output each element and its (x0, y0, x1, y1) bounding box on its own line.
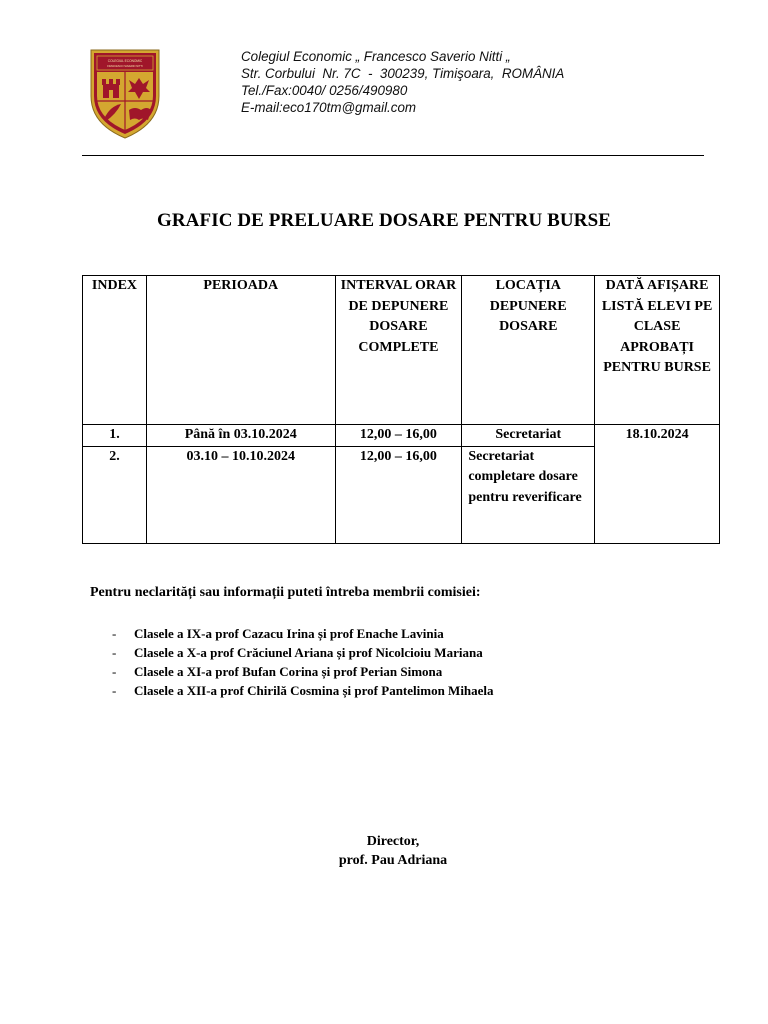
school-email: E-mail:eco170tm@gmail.com (241, 100, 417, 115)
letterhead (241, 48, 564, 116)
school-address: Str. Corbului Nr. 7C - 300239, Timişoara, ROMÂNIA (241, 66, 565, 81)
row-location: Secretariat completare dosare pentru reverificare (462, 446, 595, 543)
school-phone: Tel./Fax:0040/ 0256/490980 (241, 83, 408, 98)
list-item (112, 624, 494, 643)
bullet-dash: - (112, 645, 117, 660)
logo-text-line2: FRANCESCO SAVERIO NITTI (107, 65, 143, 68)
book-icon (129, 108, 151, 120)
bullet-dash: - (112, 683, 117, 698)
display-date-cell: 18.10.2024 (595, 425, 720, 544)
row-index: 2. (83, 446, 147, 543)
header-period: PERIOADA (146, 276, 335, 425)
signature-role: Director, (366, 834, 420, 849)
table-row (83, 425, 720, 447)
table-header-row (83, 276, 720, 425)
list-item (112, 643, 494, 662)
list-item-text: Clasele a XII-a prof Chirilă Cosmina și prof Pantelimon Mihaela (134, 683, 494, 698)
bullet-dash: - (112, 664, 117, 679)
list-item (112, 662, 494, 681)
bullet-dash: - (112, 626, 117, 641)
header-index: INDEX (83, 276, 147, 425)
list-item (112, 681, 494, 700)
list-item-text: Clasele a XI-a prof Bufan Corina și prof Perian Simona (134, 664, 443, 679)
document-title: GRAFIC DE PRELUARE DOSARE PENTRU BURSE (156, 210, 612, 231)
logo-text-line1: COLEGIUL ECONOMIC (107, 59, 143, 63)
list-item-text: Clasele a IX-a prof Cazacu Irina și prof Enache Lavinia (134, 626, 444, 641)
row-period: Până în 03.10.2024 (146, 425, 335, 447)
signature-name: prof. Pau Adriana (338, 853, 448, 868)
school-name: Colegiul Economic „ Francesco Saverio Nitti „ (241, 49, 511, 64)
signature-block (0, 832, 768, 870)
castle-icon (102, 79, 120, 98)
row-interval: 12,00 – 16,00 (335, 425, 462, 447)
header-location: LOCAȚIA DEPUNERE DOSARE (462, 276, 595, 425)
row-index: 1. (83, 425, 147, 447)
header-divider (82, 155, 704, 156)
header-interval: INTERVAL ORAR DE DEPUNERE DOSARE COMPLETE (335, 276, 462, 425)
row-location: Secretariat (462, 425, 595, 447)
committee-list (112, 624, 494, 700)
header-display-date: DATĂ AFIȘARE LISTĂ ELEVI PE CLASE APROBAȚI PENTRU BURSE (595, 276, 720, 425)
info-heading: Pentru neclarități sau informații puteti întreba membrii comisiei: (90, 585, 481, 600)
list-item-text: Clasele a X-a prof Crăciunel Ariana și prof Nicolcioiu Mariana (134, 645, 483, 660)
row-period: 03.10 – 10.10.2024 (146, 446, 335, 543)
row-interval: 12,00 – 16,00 (335, 446, 462, 543)
schedule-table (82, 275, 720, 544)
school-logo (88, 44, 162, 140)
